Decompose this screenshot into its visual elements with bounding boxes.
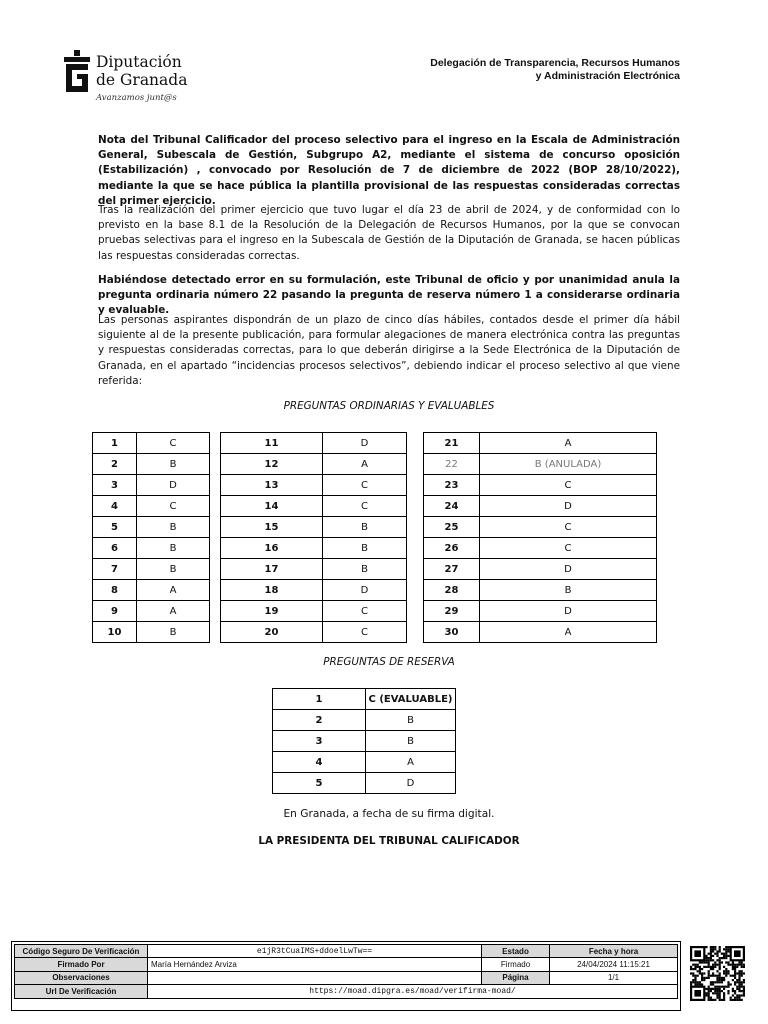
question-answer: C (EVALUABLE)	[366, 689, 456, 710]
question-answer: B	[323, 517, 407, 538]
question-answer: B	[366, 710, 456, 731]
question-number: 2	[273, 710, 366, 731]
table-row	[221, 496, 407, 517]
question-answer: C	[480, 475, 657, 496]
question-answer: C	[323, 601, 407, 622]
table-row	[15, 958, 678, 971]
question-number: 24	[424, 496, 480, 517]
question-answer: A	[366, 752, 456, 773]
table-row	[424, 601, 657, 622]
answers-table-2	[220, 432, 407, 643]
table-row	[221, 580, 407, 601]
question-number: 25	[424, 517, 480, 538]
table-row	[93, 517, 210, 538]
question-number: 2	[93, 454, 137, 475]
firmado-por-value: María Hernández Arviza	[148, 958, 482, 971]
question-number: 5	[273, 773, 366, 794]
code-label: Código Seguro De Verificación	[15, 945, 148, 958]
question-number: 11	[221, 433, 323, 454]
question-number: 18	[221, 580, 323, 601]
question-answer: B	[366, 731, 456, 752]
question-number: 17	[221, 559, 323, 580]
question-number: 13	[221, 475, 323, 496]
qr-code-icon[interactable]	[690, 946, 745, 1001]
table-row	[221, 454, 407, 475]
claims-paragraph: Las personas aspirantes dispondrán de un plazo de cinco días hábiles, contados desde el primer día hábil siguiente al de la presente publicación, para formular alegaciones de manera electrónica contra las preguntas y respuestas consideradas correctas, para lo que deberán dirigirse a la Sede Electrónica de la Diputación de Granada, en el apartado “incidencias procesos selectivos”, debiendo indicar el proceso selectivo al que viene referida:	[98, 314, 680, 387]
diputacion-logo	[62, 50, 192, 108]
table-row	[93, 454, 210, 475]
table-row	[221, 559, 407, 580]
pagina-value: 1/1	[550, 971, 678, 984]
table-row	[221, 517, 407, 538]
question-number: 19	[221, 601, 323, 622]
question-answer: B	[137, 538, 210, 559]
table-row	[424, 538, 657, 559]
verification-url-link[interactable]: https://moad.dipgra.es/moad/verifirma-moad/	[148, 985, 678, 998]
question-answer: C	[480, 517, 657, 538]
question-answer: D	[137, 475, 210, 496]
table-row	[221, 475, 407, 496]
logo-tagline: Avanzamos junt@s	[96, 93, 177, 103]
table-row	[93, 622, 210, 643]
verification-footer	[11, 941, 681, 1011]
question-answer: A	[323, 454, 407, 475]
question-number: 28	[424, 580, 480, 601]
table-row	[93, 538, 210, 559]
table-row	[273, 710, 456, 731]
question-answer: A	[137, 580, 210, 601]
place-date-line: En Granada, a fecha de su firma digital.	[283, 808, 495, 820]
question-answer: B	[137, 622, 210, 643]
estado-label: Estado	[482, 945, 550, 958]
question-number: 10	[93, 622, 137, 643]
question-number: 27	[424, 559, 480, 580]
question-answer: B	[137, 559, 210, 580]
signer-title: LA PRESIDENTA DEL TRIBUNAL CALIFICADOR	[258, 835, 520, 847]
question-number: 16	[221, 538, 323, 559]
firmado-por-label: Firmado Por	[15, 958, 148, 971]
fecha-value: 24/04/2024 11:15:21	[550, 958, 678, 971]
table-row	[93, 433, 210, 454]
logo-line1: Diputación	[96, 53, 182, 71]
question-answer: A	[480, 433, 657, 454]
question-number: 22	[424, 454, 480, 475]
question-number: 1	[93, 433, 137, 454]
question-answer: D	[480, 601, 657, 622]
reserve-questions-title: PREGUNTAS DE RESERVA	[323, 656, 455, 668]
table-row	[93, 496, 210, 517]
reserve-answers-table	[272, 688, 456, 794]
table-row	[221, 622, 407, 643]
table-row	[15, 985, 678, 998]
table-row	[424, 517, 657, 538]
department-line2: y Administración Electrónica	[535, 70, 680, 82]
question-number: 26	[424, 538, 480, 559]
question-answer: B	[137, 517, 210, 538]
fecha-label: Fecha y hora	[550, 945, 678, 958]
diputacion-logo-icon	[62, 50, 92, 96]
table-row	[273, 773, 456, 794]
question-answer: B	[480, 580, 657, 601]
department-heading	[430, 57, 680, 83]
question-answer: D	[323, 433, 407, 454]
question-answer: B	[137, 454, 210, 475]
table-row	[424, 622, 657, 643]
table-row	[424, 559, 657, 580]
observaciones-label: Observaciones	[15, 971, 148, 984]
table-row	[93, 580, 210, 601]
question-answer: A	[480, 622, 657, 643]
question-number: 7	[93, 559, 137, 580]
table-row	[273, 689, 456, 710]
annulment-paragraph: Habiéndose detectado error en su formulación, este Tribunal de oficio y por unanimidad anula la pregunta ordinaria número 22 pasando la pregunta de reserva número 1 a considerarse ordinaria y evaluable.	[98, 274, 680, 317]
answers-table-3	[423, 432, 657, 643]
question-answer: D	[480, 559, 657, 580]
question-number: 20	[221, 622, 323, 643]
question-number: 3	[273, 731, 366, 752]
table-row	[93, 559, 210, 580]
question-number: 30	[424, 622, 480, 643]
table-row	[221, 601, 407, 622]
question-answer: C	[323, 622, 407, 643]
table-row	[273, 731, 456, 752]
table-row	[424, 454, 657, 475]
question-answer: B (ANULADA)	[480, 454, 657, 475]
question-number: 12	[221, 454, 323, 475]
question-number: 23	[424, 475, 480, 496]
question-answer: D	[366, 773, 456, 794]
verification-table	[14, 944, 678, 999]
question-answer: C	[137, 433, 210, 454]
table-row	[424, 580, 657, 601]
estado-value: Firmado	[482, 958, 550, 971]
question-number: 21	[424, 433, 480, 454]
table-row	[15, 971, 678, 984]
question-answer: D	[323, 580, 407, 601]
question-answer: C	[137, 496, 210, 517]
department-line1: Delegación de Transparencia, Recursos Humanos	[430, 57, 680, 69]
table-row	[273, 752, 456, 773]
table-row	[221, 538, 407, 559]
question-answer: C	[323, 475, 407, 496]
question-number: 15	[221, 517, 323, 538]
observaciones-value	[148, 971, 482, 984]
question-answer: B	[323, 538, 407, 559]
question-answer: C	[323, 496, 407, 517]
table-row	[15, 945, 678, 958]
question-answer: B	[323, 559, 407, 580]
exercise-paragraph: Tras la realización del primer ejercicio que tuvo lugar el día 23 de abril de 2024, y de conformidad con lo previsto en la base 8.1 de la Resolución de la Delegación de Recursos Humanos, por la que se convocan pruebas selectivas para el ingreso en la Subescala de Gestión de la Diputación de Granada, se hacen públicas las respuestas consideradas correctas.	[98, 204, 680, 262]
table-row	[424, 475, 657, 496]
question-number: 14	[221, 496, 323, 517]
code-value: e1jR3tCuaIMS+ddoelLwTw==	[148, 945, 482, 958]
question-number: 8	[93, 580, 137, 601]
table-row	[93, 475, 210, 496]
question-number: 4	[273, 752, 366, 773]
answers-table-1	[92, 432, 210, 643]
table-row	[424, 433, 657, 454]
question-number: 29	[424, 601, 480, 622]
question-answer: D	[480, 496, 657, 517]
url-label: Url De Verificación	[15, 985, 148, 998]
ordinary-questions-title: PREGUNTAS ORDINARIAS Y EVALUABLES	[283, 400, 495, 412]
question-number: 4	[93, 496, 137, 517]
table-row	[221, 433, 407, 454]
logo-line2: de Granada	[96, 71, 188, 89]
question-number: 6	[93, 538, 137, 559]
pagina-label: Página	[482, 971, 550, 984]
question-number: 9	[93, 601, 137, 622]
note-title-paragraph: Nota del Tribunal Calificador del proceso selectivo para el ingreso en la Escala de Administración General, Subescala de Gestión, Subgrupo A2, mediante el sistema de concurso oposición (Estabilización) , convocado por Resolución de 7 de diciembre de 2022 (BOP 28/10/2022), mediante la que se hace pública la plantilla provisional de las respuestas consideradas correctas del primer ejercicio.	[98, 134, 680, 207]
table-row	[424, 496, 657, 517]
question-number: 1	[273, 689, 366, 710]
question-answer: C	[480, 538, 657, 559]
question-number: 5	[93, 517, 137, 538]
table-row	[93, 601, 210, 622]
question-number: 3	[93, 475, 137, 496]
question-answer: A	[137, 601, 210, 622]
